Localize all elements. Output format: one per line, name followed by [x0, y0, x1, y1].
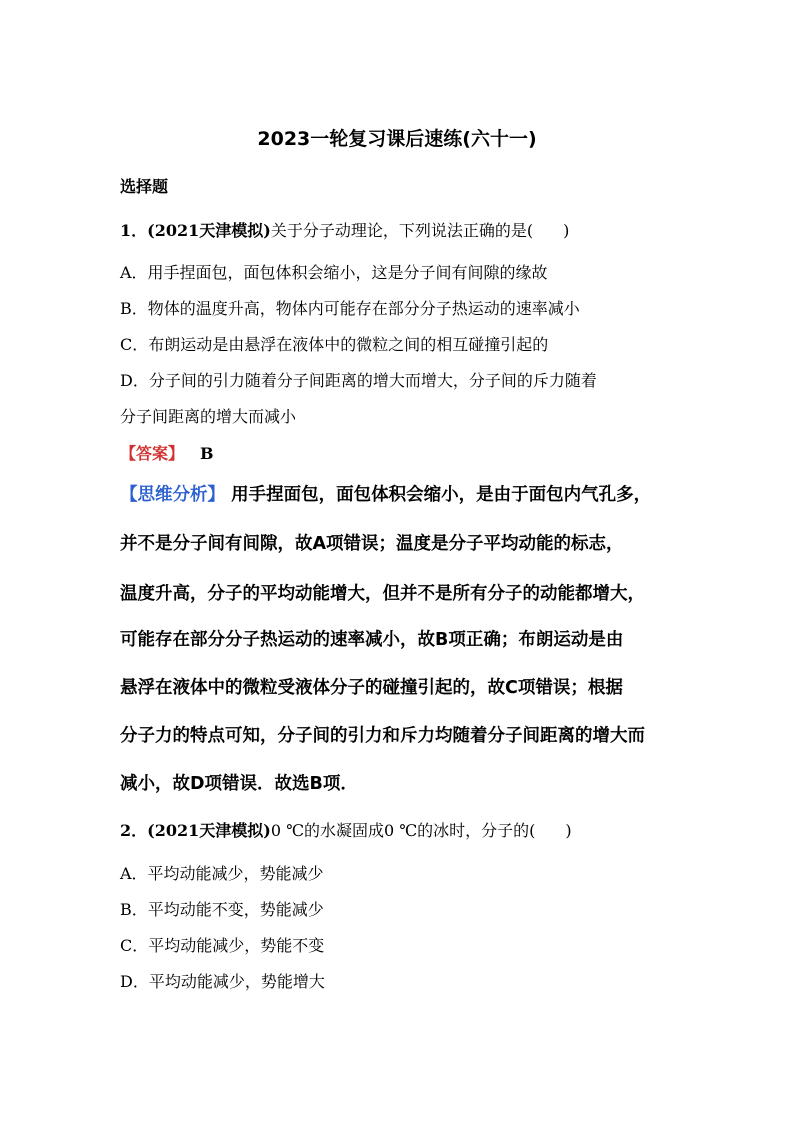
question-1-stem	[120, 218, 569, 241]
analysis-label: 【思维分析】	[120, 485, 225, 505]
page-title: 2023一轮复习课后速练(六十一)	[257, 128, 537, 150]
analysis-line-2: 并不是分子间有间隙，故A项错误；温度是分子平均动能的标志，	[120, 534, 624, 554]
question-source: (2021天津模拟)	[147, 821, 271, 840]
analysis-line-4: 可能存在部分分子热运动的速率减小，故B项正确；布朗运动是由	[120, 630, 624, 650]
analysis-line-6: 分子力的特点可知，分子间的引力和斥力均随着分子间距离的增大而	[120, 726, 645, 746]
question-paren-close: )	[563, 221, 570, 240]
answer-label: 【答案】	[120, 444, 185, 463]
option-b: B．物体的温度升高，物体内可能存在部分分子热运动的速率减小	[120, 299, 580, 318]
option-d-continued: 分子间距离的增大而减小	[120, 407, 297, 426]
q2-option-a: A．平均动能减少，势能减少	[120, 864, 324, 883]
option-a: A．用手捏面包，面包体积会缩小，这是分子间有间隙的缘故	[120, 263, 548, 282]
option-c: C．布朗运动是由悬浮在液体中的微粒之间的相互碰撞引起的	[120, 335, 549, 354]
question-paren-close: )	[565, 821, 572, 840]
question-source: (2021天津模拟)	[147, 221, 271, 240]
q2-option-b: B．平均动能不变，势能减少	[120, 900, 324, 919]
analysis-line-1	[120, 481, 651, 506]
answer-line	[120, 441, 214, 464]
analysis-line-7: 减小，故D项错误．故选B项．	[120, 774, 358, 794]
analysis-line-5: 悬浮在液体中的微粒受液体分子的碰撞引起的，故C项错误；根据	[120, 678, 623, 698]
analysis-line-3: 温度升高，分子的平均动能增大，但并不是所有分子的动能都增大，	[120, 584, 645, 604]
question-number: 2．	[120, 821, 148, 840]
question-2-stem	[120, 818, 572, 841]
q2-option-d: D．平均动能减少，势能增大	[120, 972, 325, 991]
answer-value: B	[200, 444, 214, 463]
q2-option-c: C．平均动能减少，势能不变	[120, 936, 325, 955]
question-number: 1．	[120, 221, 148, 240]
question-text: 0 ℃的水凝固成0 ℃的冰时，分子的(	[270, 821, 536, 840]
question-text: 关于分子动理论，下列说法正确的是(	[270, 221, 534, 240]
option-d: D．分子间的引力随着分子间距离的增大而增大，分子间的斥力随着	[120, 371, 597, 390]
section-heading: 选择题	[120, 177, 169, 196]
analysis-text: 用手捏面包，面包体积会缩小，是由于面包内气孔多，	[231, 485, 652, 505]
